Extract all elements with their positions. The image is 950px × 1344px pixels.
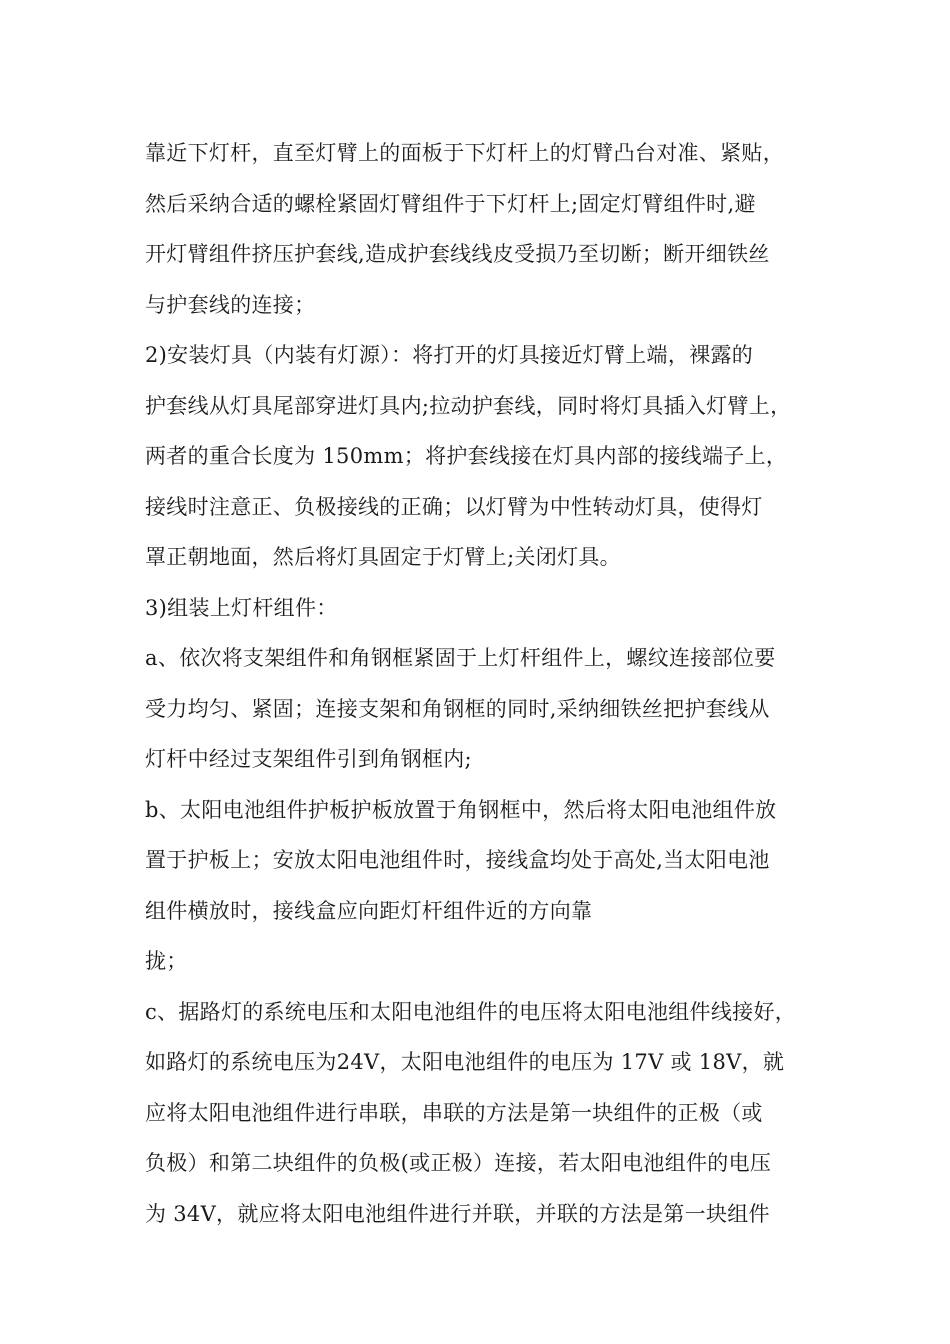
body-text [145,128,825,1239]
text-line-17: 拢； [145,949,188,973]
text-line-16: 组件横放时，接线盒应向距灯杆组件近的方向靠 [145,898,593,923]
text-line-20: 应将太阳电池组件进行串联，串联的方法是第一块组件的正极（或 [145,1100,763,1125]
text-line-13: 灯杆中经过支架组件引到角钢框内; [145,747,472,771]
text-line-12: 受力均匀、紧固；连接支架和角钢框的同时,采纳细铁丝把护套线从 [145,696,770,721]
text-line-10: 3)组装上灯杆组件： [145,595,338,620]
text-line-15: 置于护板上；安放太阳电池组件时，接线盒均处于高处,当太阳电池 [145,848,770,872]
text-line-4: 与护套线的连接； [145,292,316,317]
text-line-22: 为 34V，就应将太阳电池组件进行并联，并联的方法是第一块组件 [145,1201,770,1226]
text-line-21: 负极）和第二块组件的负极(或正极）连接，若太阳电池组件的电压 [145,1151,772,1175]
text-line-1: 靠近下灯杆，直至灯臂上的面板于下灯杆上的灯臂凸台对准、紧贴， [145,141,784,165]
text-line-19: 如路灯的系统电压为24V，太阳电池组件的电压为 17V 或 18V，就 [145,1050,785,1074]
text-line-7: 两者的重合长度为 150mm；将护套线接在灯具内部的接线端子上， [145,444,788,468]
text-line-2: 然后采纳合适的螺栓紧固灯臂组件于下灯杆上;固定灯臂组件时,避 [145,191,756,216]
text-line-11: a、依次将支架组件和角钢框紧固于上灯杆组件上，螺纹连接部位要 [145,646,776,670]
text-line-18: c、据路灯的系统电压和太阳电池组件的电压将太阳电池组件线接好， [145,999,797,1024]
text-line-3: 开灯臂组件挤压护套线,造成护套线线皮受损乃至切断；断开细铁丝 [145,242,770,266]
text-line-5: 2)安装灯具（内装有灯源）：将打开的灯具接近灯臂上端，裸露的 [145,343,754,367]
text-line-8: 接线时注意正、负极接线的正确；以灯臂为中性转动灯具，使得灯 [145,494,763,519]
text-line-9: 罩正朝地面，然后将灯具固定于灯臂上;关闭灯具。 [145,545,621,569]
text-line-6: 护套线从灯具尾部穿进灯具内;拉动护套线，同时将灯具插入灯臂上， [145,393,792,418]
text-line-14: b、太阳电池组件护板护板放置于角钢框中，然后将太阳电池组件放 [145,797,777,822]
